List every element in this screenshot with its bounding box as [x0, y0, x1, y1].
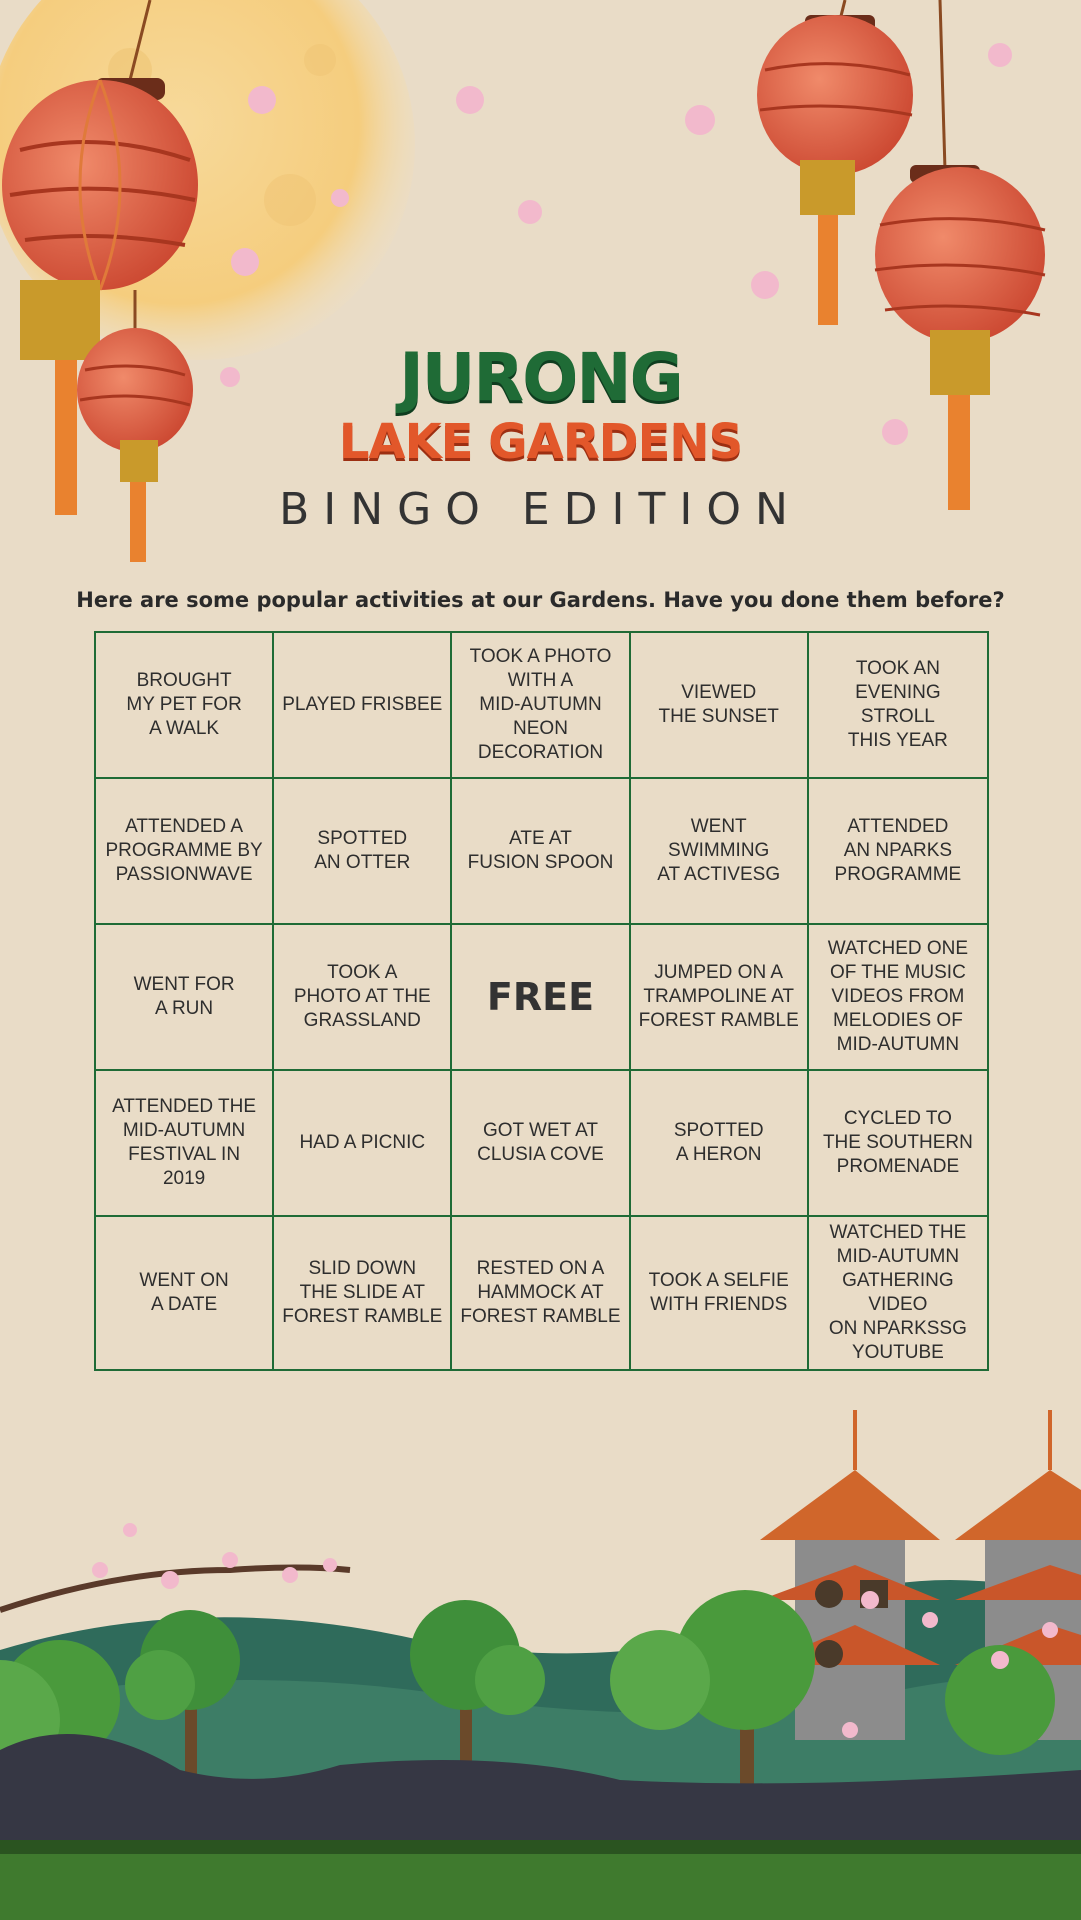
bingo-cell[interactable]: JUMPED ON A TRAMPOLINE AT FOREST RAMBLE: [631, 925, 809, 1071]
bingo-cell[interactable]: WATCHED ONE OF THE MUSIC VIDEOS FROM MELODIES OF MID-AUTUMN: [809, 925, 987, 1071]
intro-text: Here are some popular activities at our Gardens. Have you done them before?: [76, 588, 1005, 612]
bingo-cell[interactable]: CYCLED TO THE SOUTHERN PROMENADE: [809, 1071, 987, 1217]
bingo-cell[interactable]: TOOK AN EVENING STROLL THIS YEAR: [809, 633, 987, 779]
bingo-cell[interactable]: RESTED ON A HAMMOCK AT FOREST RAMBLE: [452, 1217, 630, 1369]
title-lake-gardens: LAKE GARDENS: [338, 414, 743, 470]
bingo-cell[interactable]: TOOK A SELFIE WITH FRIENDS: [631, 1217, 809, 1369]
bingo-cell[interactable]: SLID DOWN THE SLIDE AT FOREST RAMBLE: [274, 1217, 452, 1369]
bingo-cell[interactable]: ATTENDED AN NPARKS PROGRAMME: [809, 779, 987, 925]
bingo-cell[interactable]: WATCHED THE MID-AUTUMN GATHERING VIDEO ON NPARKSSG YOUTUBE: [828, 1222, 967, 1363]
bingo-cell[interactable]: VIEWED THE SUNSET: [631, 633, 809, 779]
bingo-cell[interactable]: ATTENDED A PROGRAMME BY PASSIONWAVE: [96, 779, 274, 925]
bingo-cell[interactable]: WENT FOR A RUN: [96, 925, 274, 1071]
bingo-cell[interactable]: HAD A PICNIC: [274, 1071, 452, 1217]
bingo-cell[interactable]: SPOTTED A HERON: [631, 1071, 809, 1217]
bingo-grid: [94, 631, 989, 1371]
bingo-cell[interactable]: PLAYED FRISBEE: [274, 633, 452, 779]
bingo-cell[interactable]: WENT ON A DATE: [96, 1217, 274, 1369]
bingo-cell[interactable]: ATTENDED THE MID-AUTUMN FESTIVAL IN 2019: [96, 1071, 274, 1217]
bottom-scenery: [0, 1370, 1081, 1920]
bingo-cell[interactable]: TOOK A PHOTO WITH A MID-AUTUMN NEON DECORATION: [452, 633, 630, 779]
bingo-cell[interactable]: SPOTTED AN OTTER: [274, 779, 452, 925]
bingo-cell[interactable]: ATE AT FUSION SPOON: [452, 779, 630, 925]
bingo-free-cell[interactable]: FREE: [452, 925, 630, 1071]
bingo-cell[interactable]: TOOK A PHOTO AT THE GRASSLAND: [274, 925, 452, 1071]
title-jurong: JURONG: [399, 339, 682, 416]
bingo-cell[interactable]: GOT WET AT CLUSIA COVE: [452, 1071, 630, 1217]
title-bingo-edition: BINGO EDITION: [279, 484, 802, 535]
bingo-cell[interactable]: WENT SWIMMING AT ACTIVESG: [631, 779, 809, 925]
bingo-cell[interactable]: BROUGHT MY PET FOR A WALK: [96, 633, 274, 779]
